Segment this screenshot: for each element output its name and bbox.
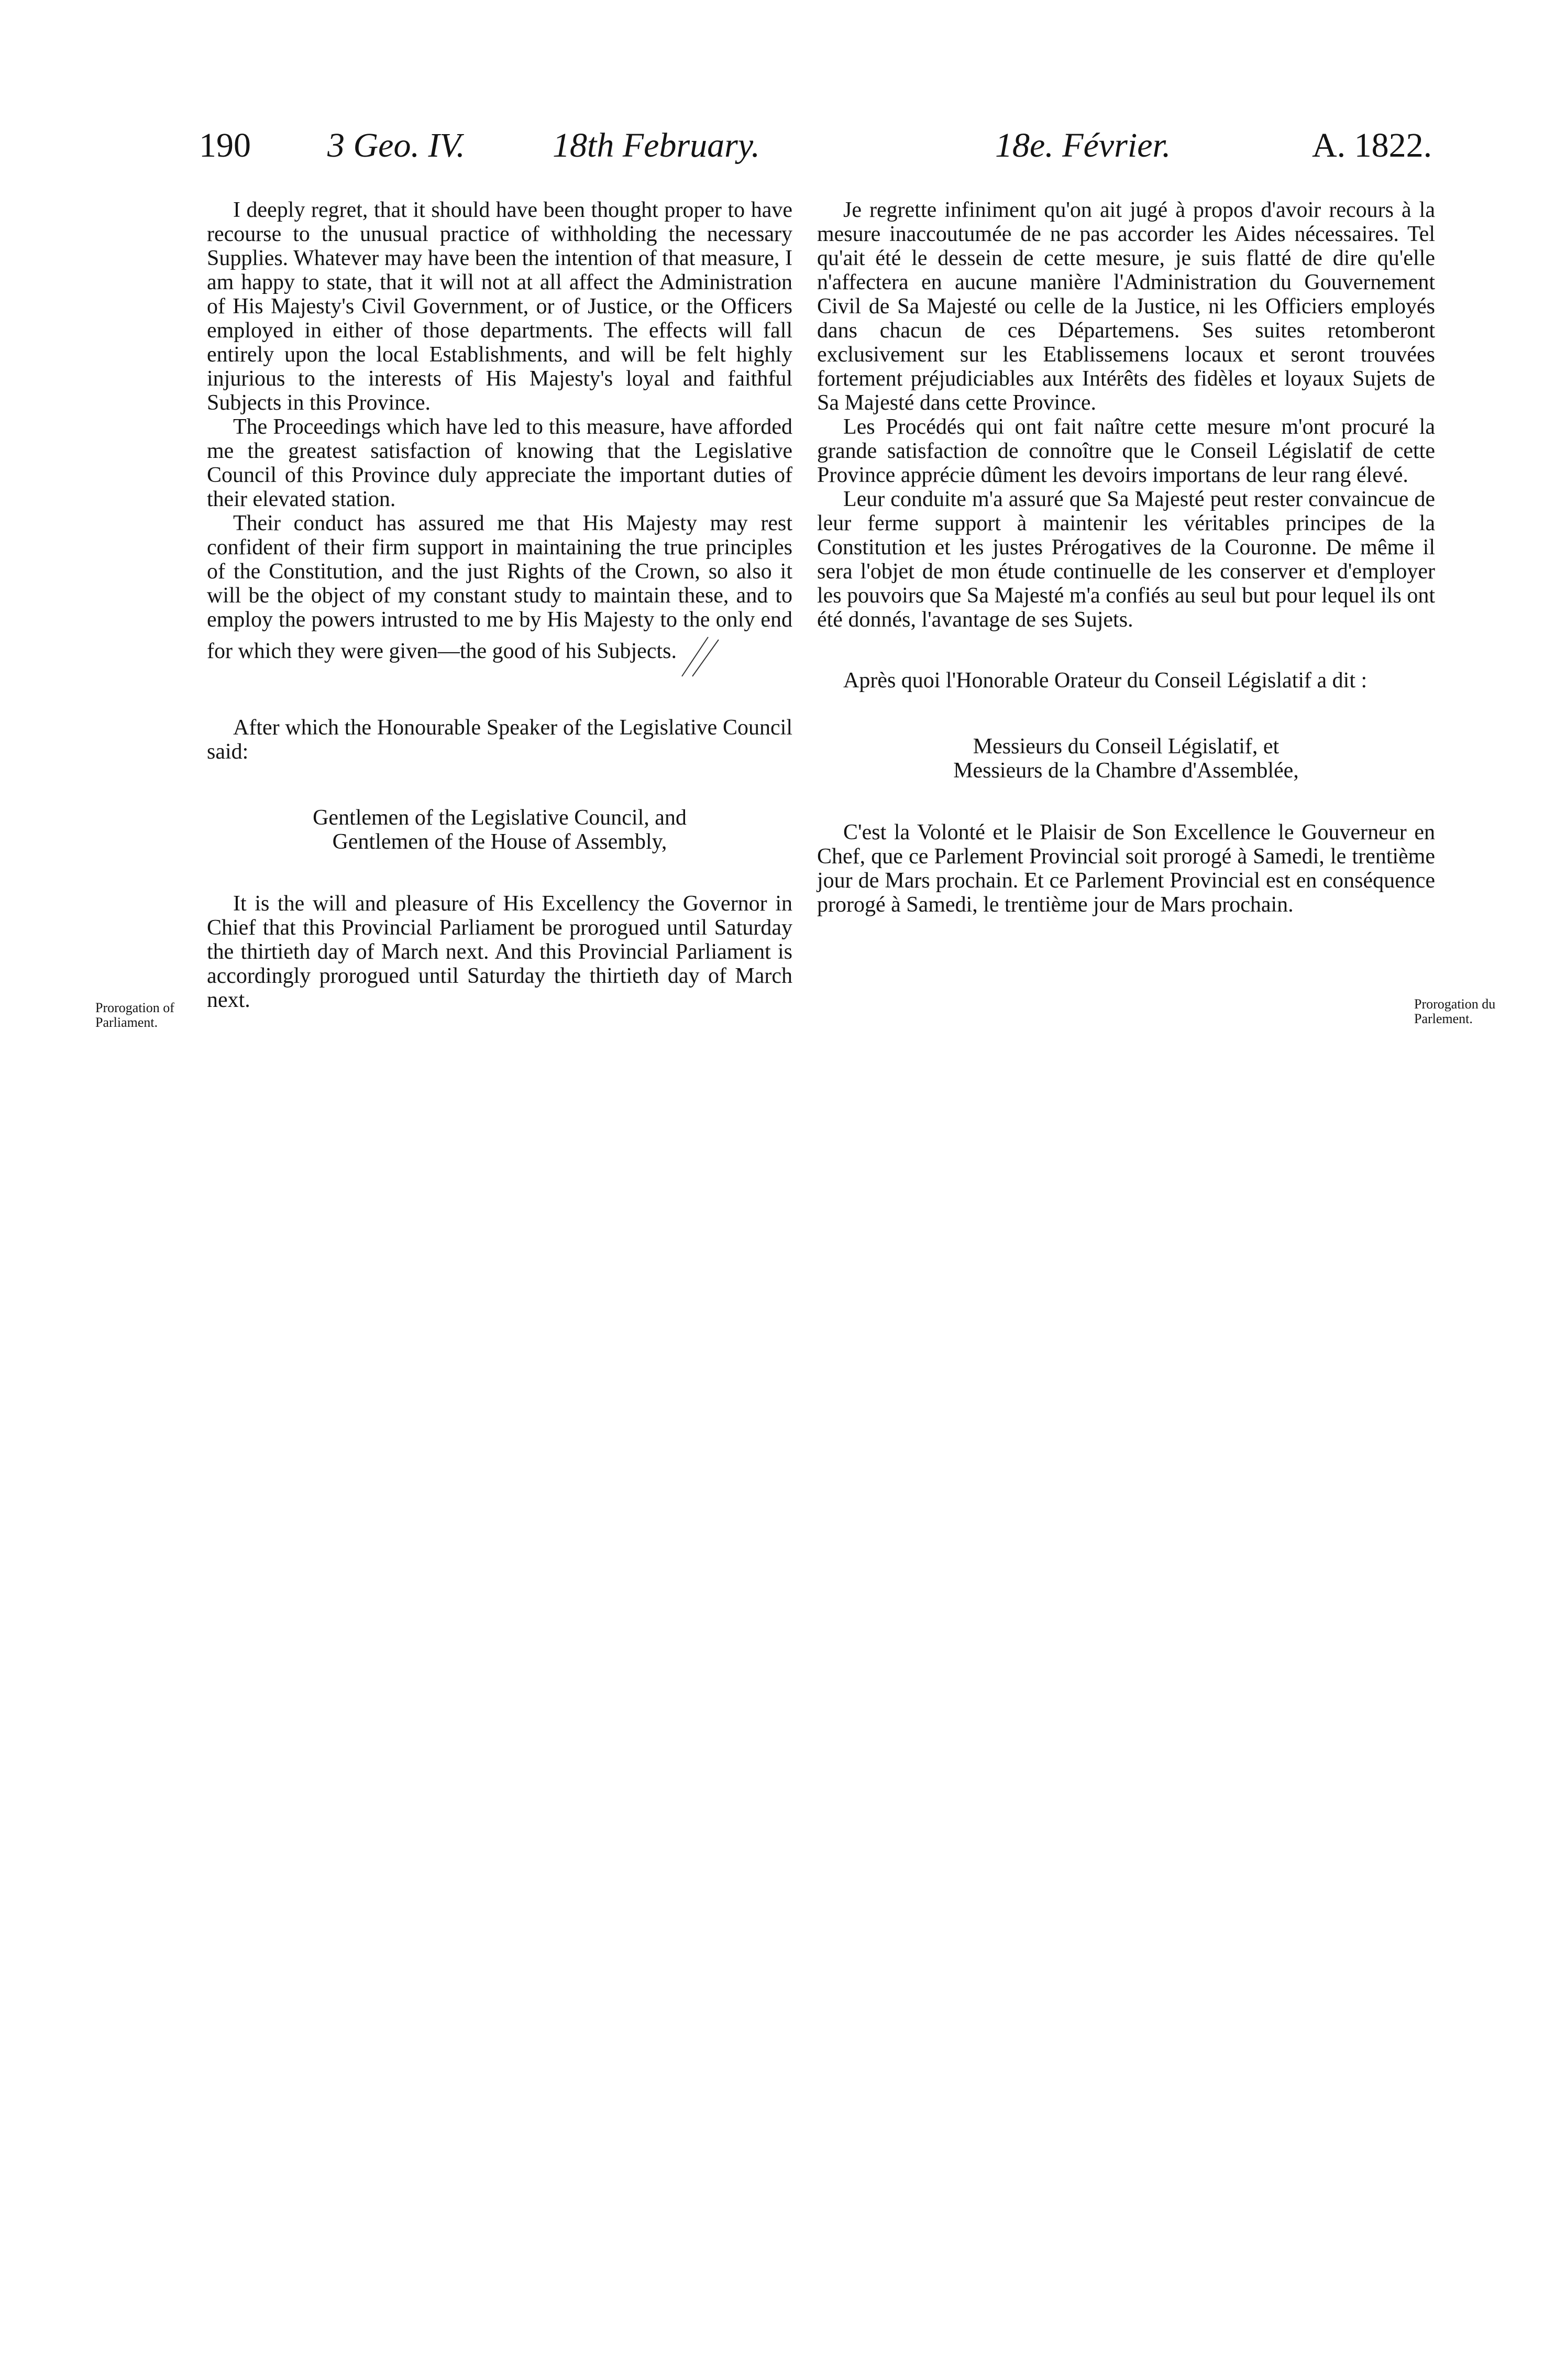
english-paragraph-supplies: I deeply regret, that it should have been thought proper to have recourse to the unusual practice of withholding the necessary Supplies. Whatever may have been the intention of that measure, I am happy to state, that it will not at all affect the Administration of His Majesty's Civil Government, or of Justice, or the Officers employed in either of those departments. The effects will fall entirely upon the local Establishments, and will be felt highly injurious to the interests of His Majesty's loyal and faithful Subjects in this Province. [207, 198, 792, 415]
english-address-line-2: Gentlemen of the House of Assembly, [332, 830, 667, 854]
english-margin-note-line-2: Parliament. [95, 1015, 158, 1030]
header-date-french: 18e. Février. [995, 126, 1171, 164]
french-paragraph-supplies: Je regrette infiniment qu'on ait jugé à propos d'avoir recours à la mesure inaccoutumée de ne pas accorder les Aides nécessaires. Tel qu'ait été le dessein de cette mesure, je suis flatté de dire qu'elle n'affectera en aucune manière l'Administration du Gouvernement Civil de Sa Majesté ou celle de la Justice, ni les Officiers employés dans chacun de ces Départemens. Ses suites retomberont exclusivement sur les Etablissemens locaux et seront trouvées fortement préjudiciables aux Intérêts des fidèles et loyaux Sujets de Sa Majesté dans cette Province. [817, 198, 1435, 415]
french-paragraph-conduct: Leur conduite m'a assuré que Sa Majesté peut rester convaincue de leur ferme support à maintenir les véritables principes de la Constitution et les justes Prérogatives de la Couronne. De même il sera l'objet de mon étude continuelle de les conserver et d'employer les pouvoirs que Sa Majesté m'a confiés au seul but pour lequel ils ont été donnés, l'avantage de ses Sujets. [817, 487, 1435, 632]
header-date-english: 18th February. [553, 126, 760, 164]
english-paragraph-proceedings: The Proceedings which have led to this measure, have afforded me the greatest satisfaction of knowing that the Legislative Council of this Province duly appreciate the important duties of their elevated station. [207, 415, 792, 511]
french-margin-note-line-1: Prorogation du [1414, 996, 1496, 1012]
french-address-line-1: Messieurs du Conseil Législatif, et [973, 734, 1280, 759]
english-prorogation-paragraph: It is the will and pleasure of His Excellency the Governor in Chief that this Provincial Parliament be prorogued until Saturday the thirtieth day of March next. And this Provincial Parliament is accordingly prorogued until Saturday the thirtieth day of March next. [207, 892, 792, 1012]
french-speaker-intro: Après quoi l'Honorable Orateur du Conseil Législatif a dit : [843, 668, 1368, 693]
english-margin-note [95, 1001, 174, 1030]
french-paragraph-proceedings: Les Procédés qui ont fait naître cette mesure m'ont procuré la grande satisfaction de connoître que le Conseil Législatif de cette Province apprécie dûment les devoirs importans de leur rang élevé. [817, 415, 1435, 487]
english-margin-note-line-1: Prorogation of [95, 1000, 174, 1015]
handwritten-stroke-mark [677, 632, 724, 679]
english-paragraph-conduct-text: Their conduct has assured me that His Majesty may rest confident of their firm support in maintaining the true principles of the Constitution, and the just Rights of the Crown, so also it will be the object of my constant study to maintain these, and to employ the powers intrusted to me by His Majesty to the only end for which they were given—the good of his Subjects. [207, 511, 792, 663]
french-column [817, 198, 1435, 917]
english-speaker-intro: After which the Honourable Speaker of the Legislative Council said: [207, 716, 792, 764]
french-margin-note-line-2: Parlement. [1414, 1011, 1473, 1026]
header-year: A. 1822. [1312, 126, 1432, 164]
french-margin-note [1414, 997, 1495, 1026]
english-address-line-1: Gentlemen of the Legislative Council, and [313, 806, 687, 830]
regnal-year: 3 Geo. IV. [327, 126, 465, 164]
french-address-line-2: Messieurs de la Chambre d'Assemblée, [953, 759, 1299, 783]
page-number: 190 [199, 126, 251, 164]
french-prorogation-paragraph: C'est la Volonté et le Plaisir de Son Excellence le Gouverneur en Chef, que ce Parlement Provincial soit prorogé à Samedi, le trentième jour de Mars prochain. Et ce Parlement Provincial est en conséquence prorogé à Samedi, le trentième jour de Mars prochain. [817, 820, 1435, 917]
english-column [207, 198, 792, 1012]
english-paragraph-conduct [207, 511, 792, 679]
